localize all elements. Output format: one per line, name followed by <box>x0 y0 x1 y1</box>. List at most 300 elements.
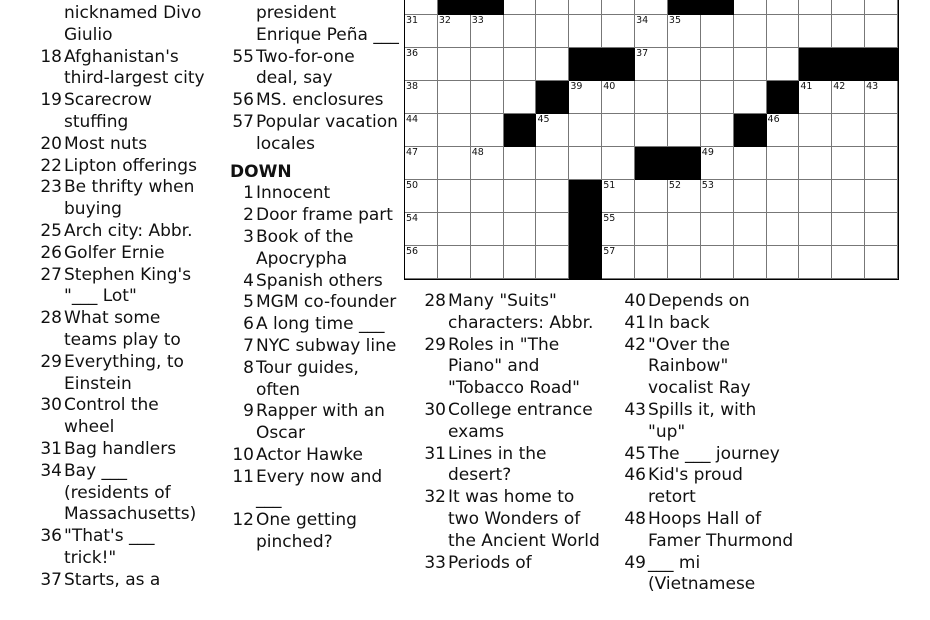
grid-cell[interactable] <box>767 15 800 48</box>
grid-cell[interactable] <box>799 180 832 213</box>
clue-text: Most nuts <box>64 133 148 154</box>
grid-cell[interactable] <box>405 180 438 213</box>
clue-text: Starts, as a <box>64 569 161 590</box>
black-square <box>471 0 504 15</box>
cell-number: 31 <box>406 15 419 26</box>
grid-cell[interactable] <box>602 246 635 279</box>
cell-number: 51 <box>603 180 616 191</box>
down-clue <box>224 271 399 293</box>
grid-cell[interactable] <box>767 180 800 213</box>
grid-cell[interactable] <box>635 81 668 114</box>
grid-cell[interactable] <box>569 15 602 48</box>
grid-cell[interactable] <box>471 48 504 81</box>
down-clue <box>616 291 796 313</box>
grid-cell[interactable] <box>602 147 635 180</box>
clue-number: 37 <box>40 569 62 590</box>
grid-cell[interactable] <box>504 81 537 114</box>
grid-cell[interactable] <box>767 147 800 180</box>
grid-cell[interactable] <box>799 114 832 147</box>
grid-cell[interactable] <box>405 81 438 114</box>
black-square <box>832 48 865 81</box>
down-clue <box>224 292 399 314</box>
cell-number: 52 <box>668 180 682 191</box>
grid-cell[interactable] <box>405 114 438 147</box>
down-clue <box>224 358 399 402</box>
across-clue <box>224 90 399 112</box>
clue-number: 5 <box>243 292 254 313</box>
grid-cell[interactable] <box>602 180 635 213</box>
across-clue <box>32 90 212 134</box>
clue-number: 20 <box>40 133 62 154</box>
grid-cell[interactable] <box>832 213 865 246</box>
clue-number: 31 <box>40 438 62 459</box>
grid-cell[interactable] <box>635 0 668 15</box>
black-square <box>536 81 569 114</box>
clue-number: 30 <box>424 399 446 420</box>
cell-number: 45 <box>537 114 550 125</box>
grid-cell[interactable] <box>504 246 537 279</box>
clue-text: Rapper with an Oscar <box>256 401 385 444</box>
clue-number: 7 <box>243 335 254 356</box>
grid-cell[interactable] <box>536 213 569 246</box>
grid-cell[interactable] <box>405 246 438 279</box>
grid-cell[interactable] <box>536 0 569 15</box>
clue-number: 49 <box>624 552 646 573</box>
down-clue <box>224 467 399 511</box>
grid-cell[interactable] <box>734 147 767 180</box>
across-clue <box>32 570 212 592</box>
grid-cell[interactable] <box>668 48 701 81</box>
clue-text: The ___ journey <box>648 443 780 464</box>
down-clue <box>224 336 399 358</box>
black-square <box>668 0 701 15</box>
clue-number: 18 <box>40 46 62 67</box>
black-square <box>569 48 602 81</box>
cell-number: 57 <box>603 246 616 257</box>
clue-number: 48 <box>624 508 646 529</box>
grid-cell[interactable] <box>438 81 471 114</box>
grid-cell[interactable] <box>602 0 635 15</box>
across-clue <box>32 526 212 570</box>
black-square <box>635 147 668 180</box>
grid-cell[interactable] <box>504 48 537 81</box>
clue-text: Lines in the desert? <box>448 443 547 486</box>
clue-text: Golfer Ernie <box>64 242 165 263</box>
grid-cell[interactable] <box>701 147 734 180</box>
clue-number: 27 <box>40 264 62 285</box>
clue-text: Two-for-one deal, say <box>256 46 355 89</box>
clue-number: 42 <box>624 334 646 355</box>
clue-text: MGM co-founder <box>256 292 397 313</box>
clue-text: NYC subway line <box>256 335 397 356</box>
grid-cell[interactable] <box>734 48 767 81</box>
down-clue <box>616 553 796 597</box>
down-clue <box>416 487 606 552</box>
across-clue <box>32 439 212 461</box>
grid-cell[interactable] <box>668 246 701 279</box>
clue-text: Book of the Apocrypha <box>256 226 354 269</box>
grid-cell[interactable] <box>635 15 668 48</box>
clue-text: Be thrifty when buying <box>64 177 195 220</box>
grid-cell[interactable] <box>701 180 734 213</box>
down-clue <box>224 401 399 445</box>
cell-number: 42 <box>833 81 846 92</box>
clue-continuation: president Enrique Peña ___ <box>256 3 399 45</box>
across-clue <box>32 308 212 352</box>
grid-cell[interactable] <box>832 180 865 213</box>
grid-cell[interactable] <box>734 81 767 114</box>
grid-cell[interactable] <box>832 0 865 15</box>
grid-cell[interactable] <box>767 0 800 15</box>
cell-number: 49 <box>701 147 714 158</box>
grid-cell[interactable] <box>799 0 832 15</box>
grid-cell[interactable] <box>536 15 569 48</box>
clue-text: Stephen King's "___ Lot" <box>64 264 192 307</box>
grid-cell[interactable] <box>438 147 471 180</box>
black-square <box>569 213 602 246</box>
cell-number: 47 <box>406 147 419 158</box>
clue-number: 1 <box>243 183 254 204</box>
grid-cell[interactable] <box>701 114 734 147</box>
clue-number: 55 <box>232 46 254 67</box>
down-clue <box>416 291 606 335</box>
grid-cell[interactable] <box>865 15 898 48</box>
cell-number: 33 <box>471 15 484 26</box>
grid-cell[interactable] <box>602 81 635 114</box>
grid-cell[interactable] <box>734 15 767 48</box>
grid-cell[interactable] <box>438 246 471 279</box>
down-clues-column-4 <box>616 291 796 596</box>
black-square <box>767 81 800 114</box>
across-clue <box>32 461 212 526</box>
down-clue <box>224 227 399 271</box>
black-square <box>504 114 537 147</box>
clue-text: Periods of <box>448 552 532 573</box>
grid-cell[interactable] <box>471 114 504 147</box>
grid-cell[interactable] <box>767 246 800 279</box>
down-clue <box>416 444 606 488</box>
cell-number: 32 <box>438 15 451 26</box>
clue-number: 6 <box>243 314 254 335</box>
grid-cell[interactable] <box>405 48 438 81</box>
clue-number: 36 <box>40 526 62 547</box>
clue-number: 43 <box>624 399 646 420</box>
grid-cell[interactable] <box>504 15 537 48</box>
black-square <box>799 48 832 81</box>
across-clues-column-1 <box>32 3 212 592</box>
down-clue <box>616 313 796 335</box>
clue-text: Spills it, with "up" <box>648 399 757 442</box>
cell-number: 34 <box>636 15 649 26</box>
down-clue <box>224 445 399 467</box>
grid-cell[interactable] <box>635 180 668 213</box>
black-square <box>569 246 602 279</box>
grid-cell[interactable] <box>635 114 668 147</box>
grid-cell[interactable] <box>832 15 865 48</box>
clue-text: Popular vacation locales <box>256 111 398 154</box>
clue-number: 2 <box>243 205 254 226</box>
cell-number: 43 <box>866 81 879 92</box>
down-heading: DOWN <box>230 161 292 182</box>
clue-text: ___ mi (Vietnamese <box>648 552 756 595</box>
clue-text: Kid's proud retort <box>648 465 743 508</box>
clue-text: Lipton offerings <box>64 155 197 176</box>
cell-number: 53 <box>701 180 714 191</box>
across-clue <box>32 221 212 243</box>
grid-cell[interactable] <box>668 81 701 114</box>
grid-cell[interactable] <box>668 213 701 246</box>
grid-cell[interactable] <box>668 114 701 147</box>
clue-number: 56 <box>232 90 254 111</box>
grid-cell[interactable] <box>602 114 635 147</box>
grid-cell[interactable] <box>471 180 504 213</box>
grid-cell[interactable] <box>767 48 800 81</box>
grid-cell[interactable] <box>405 147 438 180</box>
clue-text: Control the wheel <box>64 395 159 438</box>
clue-number: 28 <box>40 308 62 329</box>
black-square <box>438 0 471 15</box>
across-clue <box>32 395 212 439</box>
grid-cell[interactable] <box>569 81 602 114</box>
clue-text: MS. enclosures <box>256 90 384 111</box>
grid-cell[interactable] <box>865 213 898 246</box>
across-clue <box>224 112 399 156</box>
clue-number: 8 <box>243 357 254 378</box>
grid-cell[interactable] <box>569 147 602 180</box>
down-clue <box>616 444 796 466</box>
grid-cell[interactable] <box>635 213 668 246</box>
clue-text: It was home to two Wonders of the Ancient World <box>448 487 600 551</box>
grid-cell[interactable] <box>701 15 734 48</box>
black-square <box>668 147 701 180</box>
down-clue <box>416 553 606 575</box>
grid-cell[interactable] <box>832 246 865 279</box>
clues-column-2 <box>224 3 399 554</box>
grid-cell[interactable] <box>536 147 569 180</box>
grid-cell[interactable] <box>405 15 438 48</box>
clue-text: Everything, to Einstein <box>64 351 184 394</box>
clue-text: "Over the Rainbow" vocalist Ray <box>648 334 751 399</box>
clue-text: "That's ___ trick!" <box>64 526 155 568</box>
black-square <box>701 0 734 15</box>
down-clue <box>616 400 796 444</box>
clue-number: 9 <box>243 401 254 422</box>
across-clue <box>32 156 212 178</box>
down-clues-column-3 <box>416 291 606 574</box>
grid-cell[interactable] <box>438 180 471 213</box>
grid-cell[interactable] <box>438 213 471 246</box>
down-clue <box>616 465 796 509</box>
clue-number: 32 <box>424 487 446 508</box>
grid-cell[interactable] <box>536 246 569 279</box>
grid-cell[interactable] <box>438 114 471 147</box>
clue-text: Scarecrow stuffing <box>64 90 152 132</box>
clue-number: 28 <box>424 291 446 311</box>
across-clue <box>32 47 212 91</box>
clue-text: Arch city: Abbr. <box>64 220 193 241</box>
cell-number: 40 <box>603 81 616 92</box>
down-clue <box>416 400 606 444</box>
grid-cell[interactable] <box>734 213 767 246</box>
cell-number: 39 <box>570 81 583 92</box>
clue-number: 40 <box>624 291 646 311</box>
clue-number: 4 <box>243 270 254 291</box>
grid-cell[interactable] <box>767 213 800 246</box>
grid-cell[interactable] <box>471 81 504 114</box>
grid-cell[interactable] <box>602 213 635 246</box>
grid-cell[interactable] <box>504 147 537 180</box>
across-clue <box>32 177 212 221</box>
clue-text: In back <box>648 312 710 333</box>
clue-number: 46 <box>624 465 646 486</box>
grid-cell[interactable] <box>865 114 898 147</box>
down-clue <box>616 509 796 553</box>
grid-cell[interactable] <box>799 213 832 246</box>
grid-cell[interactable] <box>569 114 602 147</box>
grid-cell[interactable] <box>668 180 701 213</box>
grid-cell[interactable] <box>635 48 668 81</box>
cell-number: 38 <box>406 81 419 92</box>
grid-cell[interactable] <box>668 15 701 48</box>
grid-cell[interactable] <box>471 213 504 246</box>
across-clue <box>224 47 399 91</box>
grid-cell[interactable] <box>865 246 898 279</box>
grid-cell[interactable] <box>865 180 898 213</box>
grid-cell[interactable] <box>701 246 734 279</box>
grid-cell[interactable] <box>865 81 898 114</box>
clue-number: 19 <box>40 90 62 111</box>
grid-cell[interactable] <box>504 213 537 246</box>
clue-text: Tour guides, often <box>256 357 359 400</box>
grid-cell[interactable] <box>635 246 668 279</box>
grid-cell[interactable] <box>471 246 504 279</box>
grid-cell[interactable] <box>405 213 438 246</box>
clue-text: Hoops Hall of Famer Thurmond <box>648 508 794 551</box>
clue-number: 45 <box>624 443 646 464</box>
clue-number: 30 <box>40 395 62 416</box>
clue-number: 57 <box>232 111 254 132</box>
down-clue <box>224 183 399 205</box>
clue-text: College entrance exams <box>448 399 593 442</box>
down-clue <box>224 314 399 336</box>
grid-cell[interactable] <box>799 147 832 180</box>
cell-number: 35 <box>668 15 682 26</box>
across-clue <box>32 134 212 156</box>
clue-text: Roles in "The Piano" and "Tobacco Road" <box>448 334 580 399</box>
grid-cell[interactable] <box>569 0 602 15</box>
clue-text: Every now and ___ <box>256 466 383 509</box>
across-clue <box>32 243 212 265</box>
clue-number: 12 <box>232 510 254 531</box>
clue-text: Bag handlers <box>64 438 177 459</box>
clue-text: One getting pinched? <box>256 510 357 553</box>
clue-number: 33 <box>424 552 446 573</box>
clue-text: Door frame part <box>256 205 393 226</box>
clue-number: 26 <box>40 242 62 263</box>
cell-number: 37 <box>636 48 649 59</box>
clue-text: Afghanistan's third-largest city <box>64 46 205 89</box>
grid-cell[interactable] <box>734 0 767 15</box>
clue-number: 41 <box>624 312 646 333</box>
grid-cell[interactable] <box>832 114 865 147</box>
grid-cell[interactable] <box>438 48 471 81</box>
grid-cell[interactable] <box>734 246 767 279</box>
black-square <box>734 114 767 147</box>
clue-text: A long time ___ <box>256 314 385 335</box>
clue-number: 34 <box>40 460 62 481</box>
grid-cell[interactable] <box>799 81 832 114</box>
clue-number: 10 <box>232 444 254 465</box>
grid-cell[interactable] <box>405 0 438 15</box>
clue-text: Many "Suits" characters: Abbr. <box>448 291 594 333</box>
clue-number: 23 <box>40 177 62 198</box>
clue-text: Actor Hawke <box>256 444 363 465</box>
black-square <box>602 48 635 81</box>
clue-text: Innocent <box>256 183 331 204</box>
down-clue <box>224 205 399 227</box>
grid-cell[interactable] <box>438 15 471 48</box>
grid-cell[interactable] <box>504 180 537 213</box>
grid-cell[interactable] <box>471 15 504 48</box>
cell-number: 41 <box>800 81 813 92</box>
clue-number: 11 <box>232 466 254 487</box>
grid-cell[interactable] <box>767 114 800 147</box>
clue-number: 29 <box>424 334 446 355</box>
clue-text: Depends on <box>648 291 750 311</box>
grid-cell[interactable] <box>832 81 865 114</box>
black-square <box>569 180 602 213</box>
grid-cell[interactable] <box>799 15 832 48</box>
grid-cell[interactable] <box>536 114 569 147</box>
cell-number: 44 <box>406 114 419 125</box>
clue-number: 29 <box>40 351 62 372</box>
cell-number: 54 <box>406 213 419 224</box>
clue-text: Spanish others <box>256 270 383 291</box>
grid-cell[interactable] <box>865 147 898 180</box>
clue-text: Bay ___ (residents of Massachusetts) <box>64 460 197 525</box>
cell-number: 48 <box>471 147 484 158</box>
cell-number: 36 <box>406 48 419 59</box>
down-clue <box>224 510 399 554</box>
across-clue <box>32 265 212 309</box>
cell-number: 46 <box>767 114 780 125</box>
grid-cell[interactable] <box>536 180 569 213</box>
crossword-grid <box>404 0 899 280</box>
grid-cell[interactable] <box>799 246 832 279</box>
grid-cell[interactable] <box>734 180 767 213</box>
grid-cell[interactable] <box>602 15 635 48</box>
clue-number: 25 <box>40 220 62 241</box>
grid-cell[interactable] <box>701 213 734 246</box>
down-clue <box>616 335 796 400</box>
grid-cell[interactable] <box>536 48 569 81</box>
cell-number: 55 <box>603 213 616 224</box>
clue-number: 22 <box>40 155 62 176</box>
cell-number: 50 <box>406 180 419 191</box>
grid-cell[interactable] <box>701 81 734 114</box>
grid-cell[interactable] <box>701 48 734 81</box>
across-clue <box>32 352 212 396</box>
grid-cell[interactable] <box>832 147 865 180</box>
grid-cell[interactable] <box>865 0 898 15</box>
clue-number: 3 <box>243 226 254 247</box>
clue-number: 31 <box>424 443 446 464</box>
black-square <box>865 48 898 81</box>
grid-cell[interactable] <box>504 0 537 15</box>
grid-cell[interactable] <box>471 147 504 180</box>
clue-text: What some teams play to <box>64 308 181 350</box>
clue-continuation: nicknamed Divo Giulio <box>64 3 202 45</box>
